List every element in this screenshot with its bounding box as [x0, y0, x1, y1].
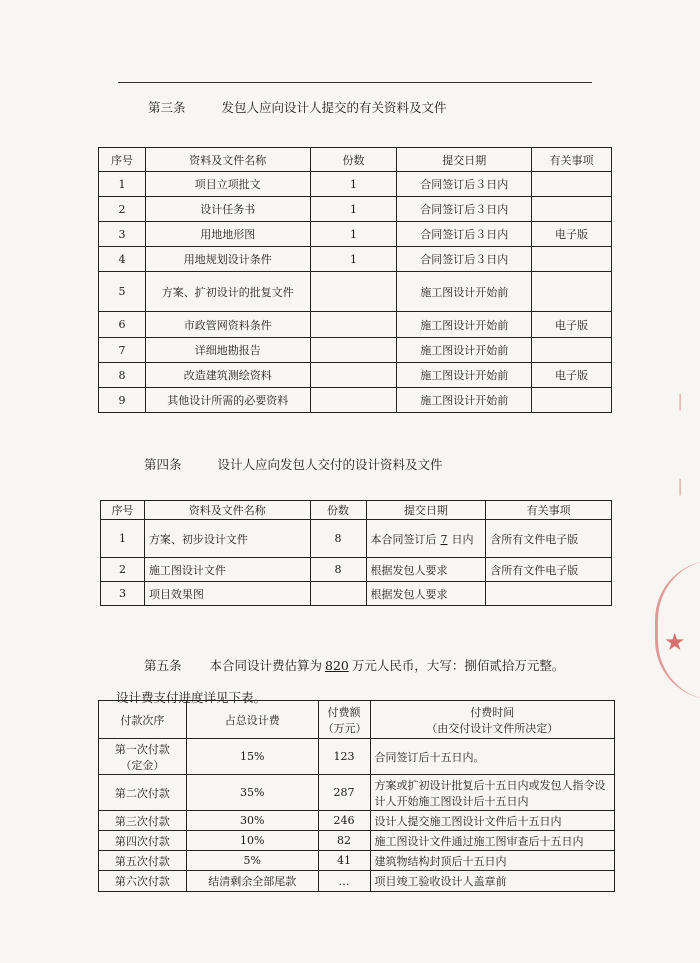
row-number: 7	[99, 338, 146, 363]
payment-time: 建筑物结构封顶后十五日内	[370, 851, 614, 871]
submit-date: 施工图设计开始前	[397, 388, 532, 413]
header-cell: 提交日期	[397, 148, 532, 172]
document-name: 设计任务书	[145, 197, 310, 222]
payment-percentage: 30%	[186, 811, 318, 831]
article3-table	[98, 147, 612, 413]
document-name: 项目立项批文	[145, 172, 310, 197]
payment-time: 设计人提交施工图设计文件后十五日内	[370, 811, 614, 831]
payment-amount: 82	[318, 831, 370, 851]
seal-edge-mark: │	[676, 395, 685, 411]
notes	[532, 338, 612, 363]
table-row	[99, 851, 615, 871]
table-header-row	[99, 148, 612, 172]
article3-title: 发包人应向设计人提交的有关资料及文件	[221, 100, 447, 115]
table-row	[101, 558, 612, 582]
date-prefix: 本合同签订后	[370, 532, 437, 546]
article3-number: 第三条	[148, 100, 186, 115]
row-number: 5	[99, 272, 146, 312]
table-row	[99, 197, 612, 222]
table-row	[99, 739, 615, 775]
document-name: 市政管网资料条件	[145, 312, 310, 338]
payment-time: 合同签订后十五日内。	[370, 739, 614, 775]
header-time-line1: 付费时间	[470, 705, 515, 719]
article5-number: 第五条	[144, 658, 182, 673]
header-cell: 资料及文件名称	[144, 501, 310, 520]
notes: 含所有文件电子版	[486, 520, 612, 558]
payment-amount: …	[318, 871, 370, 892]
order-line2: （定金）	[120, 758, 165, 772]
document-name: 施工图设计文件	[144, 558, 310, 582]
article4-heading	[144, 455, 443, 473]
payment-percentage: 10%	[186, 831, 318, 851]
notes: 电子版	[532, 363, 612, 388]
header-cell: 占总设计费	[186, 701, 318, 739]
header-time-line2: （由交付设计文件所决定）	[426, 721, 559, 735]
document-name: 详细地勘报告	[145, 338, 310, 363]
submit-date	[366, 520, 486, 558]
table-row	[99, 363, 612, 388]
header-amount-line2: （万元）	[322, 721, 367, 735]
copies	[310, 388, 397, 413]
payment-table	[98, 700, 615, 892]
article4-title: 设计人应向发包人交付的设计资料及文件	[217, 457, 443, 472]
header-amount-line1: 付费额	[327, 705, 361, 719]
payment-amount: 41	[318, 851, 370, 871]
header-cell	[370, 701, 614, 739]
payment-order: 第五次付款	[99, 851, 187, 871]
header-cell: 资料及文件名称	[145, 148, 310, 172]
payment-amount: 246	[318, 811, 370, 831]
payment-time: 方案或扩初设计批复后十五日内或发包人指令设计人开始施工图设计后十五日内	[370, 775, 614, 811]
table-row	[99, 172, 612, 197]
article4-table	[100, 500, 612, 606]
table-header-row	[99, 701, 615, 739]
notes	[532, 272, 612, 312]
header-rule	[118, 82, 592, 83]
submit-date: 合同签订后３日内	[397, 222, 532, 247]
document-name: 改造建筑测绘资料	[145, 363, 310, 388]
date-suffix: 日内	[451, 532, 474, 546]
document-name: 用地地形图	[145, 222, 310, 247]
payment-percentage: 15%	[186, 739, 318, 775]
submit-date: 合同签订后３日内	[397, 247, 532, 272]
row-number: 1	[101, 520, 145, 558]
payment-order	[99, 739, 187, 775]
copies	[310, 338, 397, 363]
table-row	[99, 871, 615, 892]
header-cell	[318, 701, 370, 739]
copies	[310, 272, 397, 312]
copies: 1	[310, 197, 397, 222]
document-name: 其他设计所需的必要资料	[145, 388, 310, 413]
article3-heading	[148, 98, 447, 116]
table-row	[101, 582, 612, 606]
table-row	[99, 272, 612, 312]
notes	[532, 172, 612, 197]
document-name: 方案、扩初设计的批复文件	[145, 272, 310, 312]
table-row	[99, 775, 615, 811]
copies: 8	[310, 558, 366, 582]
row-number: 1	[99, 172, 146, 197]
table-row	[99, 312, 612, 338]
table-row	[101, 520, 612, 558]
payment-amount: 287	[318, 775, 370, 811]
header-cell: 付款次序	[99, 701, 187, 739]
payment-amount: 123	[318, 739, 370, 775]
payment-order: 第四次付款	[99, 831, 187, 851]
row-number: 9	[99, 388, 146, 413]
row-number: 3	[99, 222, 146, 247]
notes: 电子版	[532, 222, 612, 247]
copies	[310, 582, 366, 606]
payment-percentage: 5%	[186, 851, 318, 871]
submit-date: 施工图设计开始前	[397, 272, 532, 312]
submit-date: 根据发包人要求	[366, 558, 486, 582]
article5-text-post: 万元人民币，大写：捌佰贰拾万元整。	[351, 658, 565, 673]
submit-date: 根据发包人要求	[366, 582, 486, 606]
payment-order: 第二次付款	[99, 775, 187, 811]
article5-paragraph	[144, 656, 564, 674]
payment-time: 项目竣工验收设计人盖章前	[370, 871, 614, 892]
table-row	[99, 222, 612, 247]
copies: 1	[310, 247, 397, 272]
notes: 电子版	[532, 312, 612, 338]
header-cell: 提交日期	[366, 501, 486, 520]
row-number: 6	[99, 312, 146, 338]
submit-date: 合同签订后３日内	[397, 172, 532, 197]
header-cell: 份数	[310, 148, 397, 172]
submit-date: 施工图设计开始前	[397, 363, 532, 388]
notes	[532, 197, 612, 222]
seal-star-icon: ★	[664, 628, 686, 656]
row-number: 3	[101, 582, 145, 606]
notes	[486, 582, 612, 606]
table-row	[99, 247, 612, 272]
document-name: 用地规划设计条件	[145, 247, 310, 272]
notes: 含所有文件电子版	[486, 558, 612, 582]
row-number: 2	[101, 558, 145, 582]
header-cell: 有关事项	[486, 501, 612, 520]
table-row	[99, 338, 612, 363]
payment-time: 施工图设计文件通过施工图审查后十五日内	[370, 831, 614, 851]
document-name: 项目效果图	[144, 582, 310, 606]
table-row	[99, 831, 615, 851]
payment-percentage: 结清剩余全部尾款	[186, 871, 318, 892]
copies: 1	[310, 222, 397, 247]
header-cell: 份数	[310, 501, 366, 520]
seal-edge-mark: │	[676, 480, 685, 496]
row-number: 4	[99, 247, 146, 272]
notes	[532, 247, 612, 272]
article5-text-pre: 本合同设计费估算为	[209, 658, 322, 673]
copies: 1	[310, 172, 397, 197]
row-number: 2	[99, 197, 146, 222]
submit-date: 合同签订后３日内	[397, 197, 532, 222]
article5-line2: 设计费支付进度详见下表。	[116, 690, 267, 705]
article4-number: 第四条	[144, 457, 182, 472]
table-row	[99, 811, 615, 831]
submit-date: 施工图设计开始前	[397, 338, 532, 363]
copies: 8	[310, 520, 366, 558]
order-line1: 第一次付款	[114, 742, 170, 756]
table-header-row	[101, 501, 612, 520]
payment-percentage: 35%	[186, 775, 318, 811]
days-number: 7	[440, 532, 448, 546]
copies	[310, 312, 397, 338]
header-cell: 有关事项	[532, 148, 612, 172]
payment-order: 第六次付款	[99, 871, 187, 892]
row-number: 8	[99, 363, 146, 388]
submit-date: 施工图设计开始前	[397, 312, 532, 338]
header-cell: 序号	[101, 501, 145, 520]
notes	[532, 388, 612, 413]
table-row	[99, 388, 612, 413]
fee-amount: 820	[325, 658, 349, 673]
payment-order: 第三次付款	[99, 811, 187, 831]
document-name: 方案、初步设计文件	[144, 520, 310, 558]
copies	[310, 363, 397, 388]
header-cell: 序号	[99, 148, 146, 172]
